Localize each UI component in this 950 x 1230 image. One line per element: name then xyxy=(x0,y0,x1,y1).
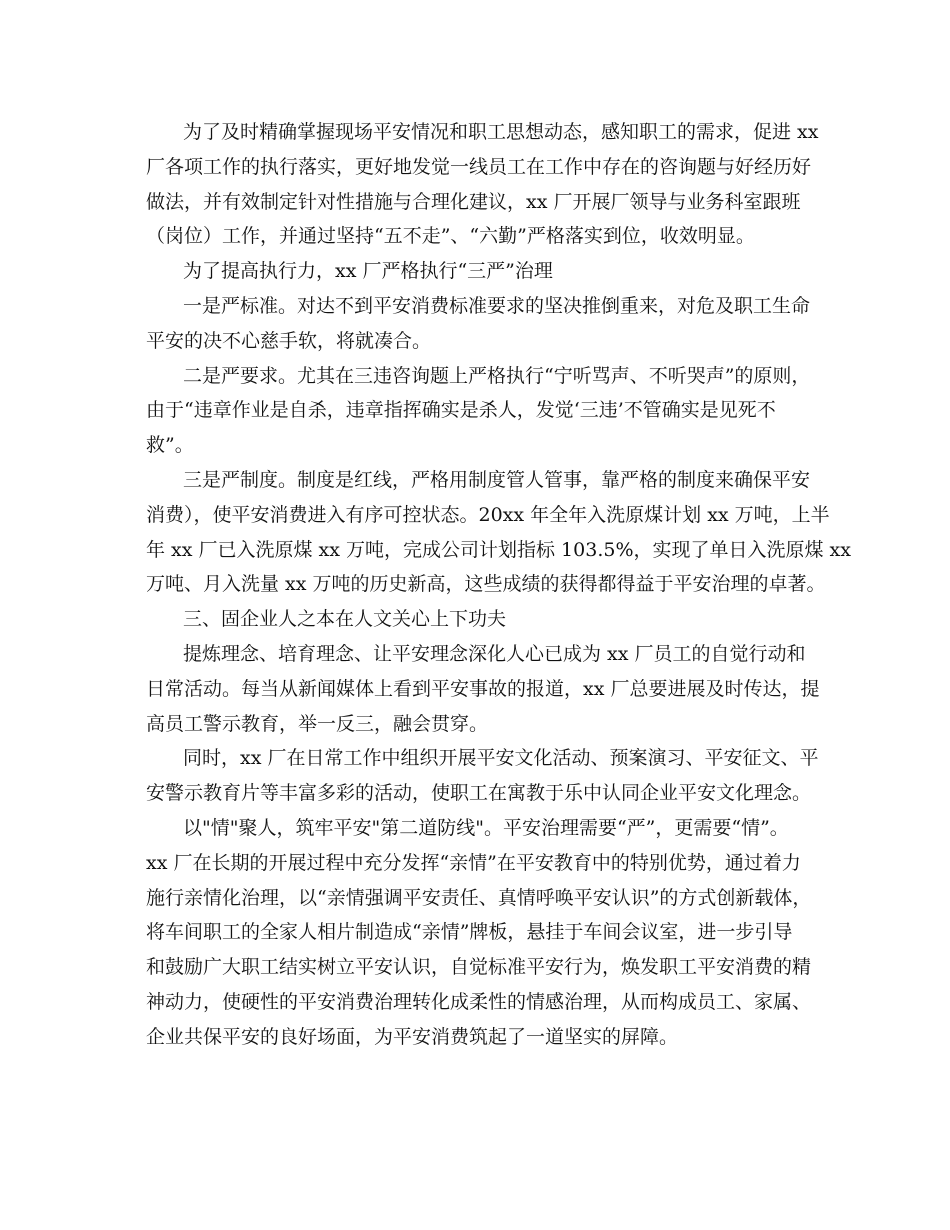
text-line: 和鼓励广大职工结实树立平安认识，自觉标准平安行为，焕发职工平安消费的精 xyxy=(146,956,812,979)
text-line: 消费），使平安消费进入有序可控状态。20xx 年全年入洗原煤计划 xx 万吨，上半 xyxy=(146,503,830,526)
text-line: 企业共保平安的良好场面，为平安消费筑起了一道坚实的屏障。 xyxy=(146,1025,679,1048)
text-line: 施行亲情化治理，以“亲情强调平安责任、真情呼唤平安认识”的方式创新载体， xyxy=(146,886,812,909)
text-line: 高员工警示教育，举一反三，融会贯穿。 xyxy=(146,712,489,735)
text-line: 提炼理念、培育理念、让平安理念深化人心已成为 xx 厂员工的自觉行动和 xyxy=(183,642,806,665)
text-line: xx 厂在长期的开展过程中充分发挥“亲情”在平安教育中的特别优势，通过着力 xyxy=(146,851,801,874)
text-line: 救”。 xyxy=(146,434,194,457)
text-line: 一是严标准。对达不到平安消费标准要求的坚决推倒重来，对危及职工生命 xyxy=(183,294,811,317)
text-line: 平安的决不心慈手软，将就凑合。 xyxy=(146,329,432,352)
document-body xyxy=(146,115,851,1055)
text-line: 同时，xx 厂在日常工作中组织开展平安文化活动、预案演习、平安征文、平 xyxy=(183,747,819,770)
text-line: 安警示教育片等丰富多彩的活动，使职工在寓教于乐中认同企业平安文化理念。 xyxy=(146,782,812,805)
text-line: 万吨、月入洗量 xx 万吨的历史新高，这些成绩的获得都得益于平安治理的卓著。 xyxy=(146,573,826,596)
text-line: 日常活动。每当从新闻媒体上看到平安事故的报道，xx 厂总要进展及时传达，提 xyxy=(146,677,820,700)
text-line: 由于“违章作业是自杀，违章指挥确实是杀人，发觉‘三违’不管确实是见死不 xyxy=(146,399,776,422)
text-line: 神动力，使硬性的平安消费治理转化成柔性的情感治理，从而构成员工、家属、 xyxy=(146,990,812,1013)
section-heading: 三、固企业人之本在人文关心上下功夫 xyxy=(183,608,507,631)
text-line: （岗位）工作，并通过坚持“五不走”、“六勤”严格落实到位，收效明显。 xyxy=(146,225,755,248)
text-line: 厂各项工作的执行落实，更好地发觉一线员工在工作中存在的咨询题与好经历好 xyxy=(146,155,812,178)
text-line: 以"情"聚人，筑牢平安"第二道防线"。平安治理需要“严”，更需要“情”。 xyxy=(183,816,789,839)
text-line: 年 xx 厂已入洗原煤 xx 万吨，完成公司计划指标 103.5%，实现了单日入洗原煤 xx xyxy=(146,538,851,561)
text-line: 为了及时精确掌握现场平安情况和职工思想动态，感知职工的需求，促进 xx xyxy=(183,121,819,143)
text-line: 三是严制度。制度是红线，严格用制度管人管事，靠严格的制度来确保平安 xyxy=(183,468,811,491)
text-line: 二是严要求。尤其在三违咨询题上严格执行“宁听骂声、不听哭声”的原则， xyxy=(183,364,811,387)
text-line: 为了提高执行力，xx 厂严格执行“三严”治理 xyxy=(183,260,553,283)
text-line: 将车间职工的全家人相片制造成“亲情”牌板，悬挂于车间会议室，进一步引导 xyxy=(146,921,793,944)
text-line: 做法，并有效制定针对性措施与合理化建议，xx 厂开展厂领导与业务科室跟班 xyxy=(146,190,801,213)
